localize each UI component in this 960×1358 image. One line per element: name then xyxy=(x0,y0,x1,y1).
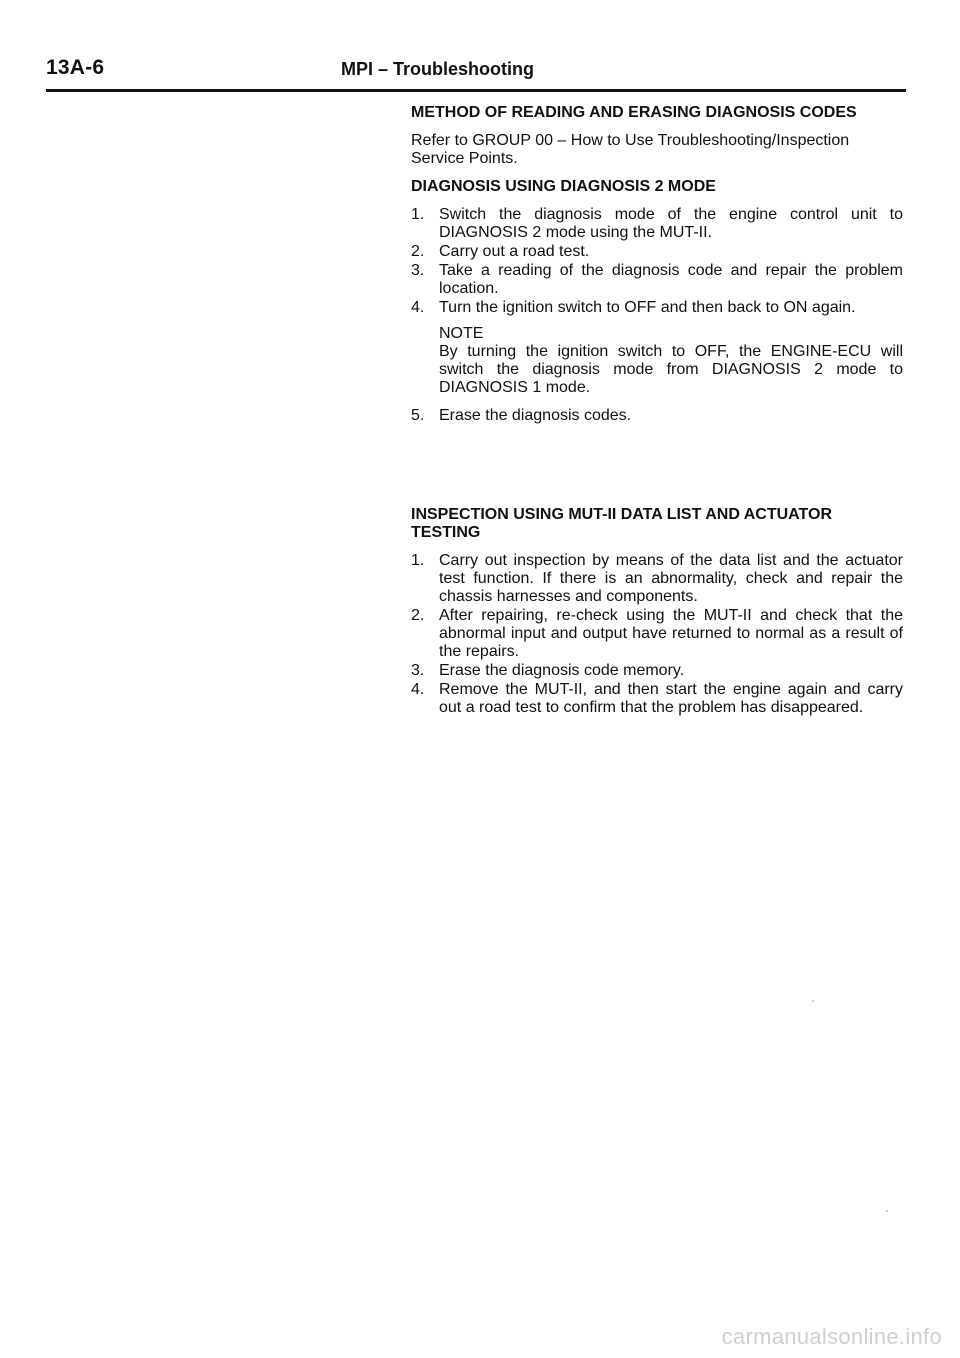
step-text: Carry out inspection by means of the data list and the actuator test function. If there is an abnormality, check and repair the chassis harnesses and components. xyxy=(439,552,903,605)
header-divider xyxy=(46,89,906,92)
diagnosis2-step-2 xyxy=(411,243,903,261)
step-number: 2. xyxy=(411,607,425,624)
step-number: 1. xyxy=(411,206,425,223)
section-spacer xyxy=(411,426,903,506)
step-text: Switch the diagnosis mode of the engine control unit to DIAGNOSIS 2 mode using the MUT-II. xyxy=(439,206,903,241)
diagnosis2-step-4 xyxy=(411,299,903,317)
step-text: Erase the diagnosis codes. xyxy=(439,407,632,424)
step-number: 2. xyxy=(411,243,425,260)
diagnosis2-step-1 xyxy=(411,206,903,242)
step-text: Take a reading of the diagnosis code and repair the problem location. xyxy=(439,262,903,297)
watermark: carmanualsonline.info xyxy=(721,1324,942,1349)
step-number: 3. xyxy=(411,662,425,679)
inspection-step-4 xyxy=(411,681,903,717)
step-text: After repairing, re-check using the MUT-II and check that the abnormal input and output have returned to normal as a result of the repairs. xyxy=(439,607,903,660)
inspection-step-3 xyxy=(411,662,903,680)
diagnosis2-step-3 xyxy=(411,262,903,298)
inspection-step-1 xyxy=(411,552,903,606)
page-header xyxy=(46,56,906,82)
step-number: 4. xyxy=(411,299,425,316)
step-text: Erase the diagnosis code memory. xyxy=(439,662,685,679)
section-title: MPI – Troubleshooting xyxy=(341,59,534,79)
step-text: Carry out a road test. xyxy=(439,243,590,260)
note-block xyxy=(439,325,903,397)
inspection-steps xyxy=(411,552,903,717)
note-text: By turning the ignition switch to OFF, the ENGINE-ECU will switch the diagnosis mode from DIAGNOSIS 2 mode to DIAGNOSIS 1 mode. xyxy=(439,343,903,396)
diagnosis2-step-5 xyxy=(411,407,903,425)
step-number: 4. xyxy=(411,681,425,698)
step-number: 5. xyxy=(411,407,425,424)
diagnosis2-heading: DIAGNOSIS USING DIAGNOSIS 2 MODE xyxy=(411,178,716,195)
step-number: 3. xyxy=(411,262,425,279)
main-content xyxy=(411,104,903,718)
method-heading: METHOD OF READING AND ERASING DIAGNOSIS CODES xyxy=(411,104,857,121)
page-number: 13A-6 xyxy=(46,56,105,79)
note-label: NOTE xyxy=(439,325,484,342)
step-text: Remove the MUT-II, and then start the engine again and carry out a road test to confirm that the problem has disappeared. xyxy=(439,681,903,716)
step-number: 1. xyxy=(411,552,425,569)
scan-speck xyxy=(886,1210,888,1212)
inspection-heading: INSPECTION USING MUT-II DATA LIST AND ACTUATOR TESTING xyxy=(411,506,833,541)
step-text: Turn the ignition switch to OFF and then back to ON again. xyxy=(439,299,856,316)
scan-speck xyxy=(812,1000,814,1002)
inspection-step-2 xyxy=(411,607,903,661)
method-text: Refer to GROUP 00 – How to Use Troubleshooting/Inspection Service Points. xyxy=(411,132,850,167)
diagnosis2-steps xyxy=(411,206,903,317)
